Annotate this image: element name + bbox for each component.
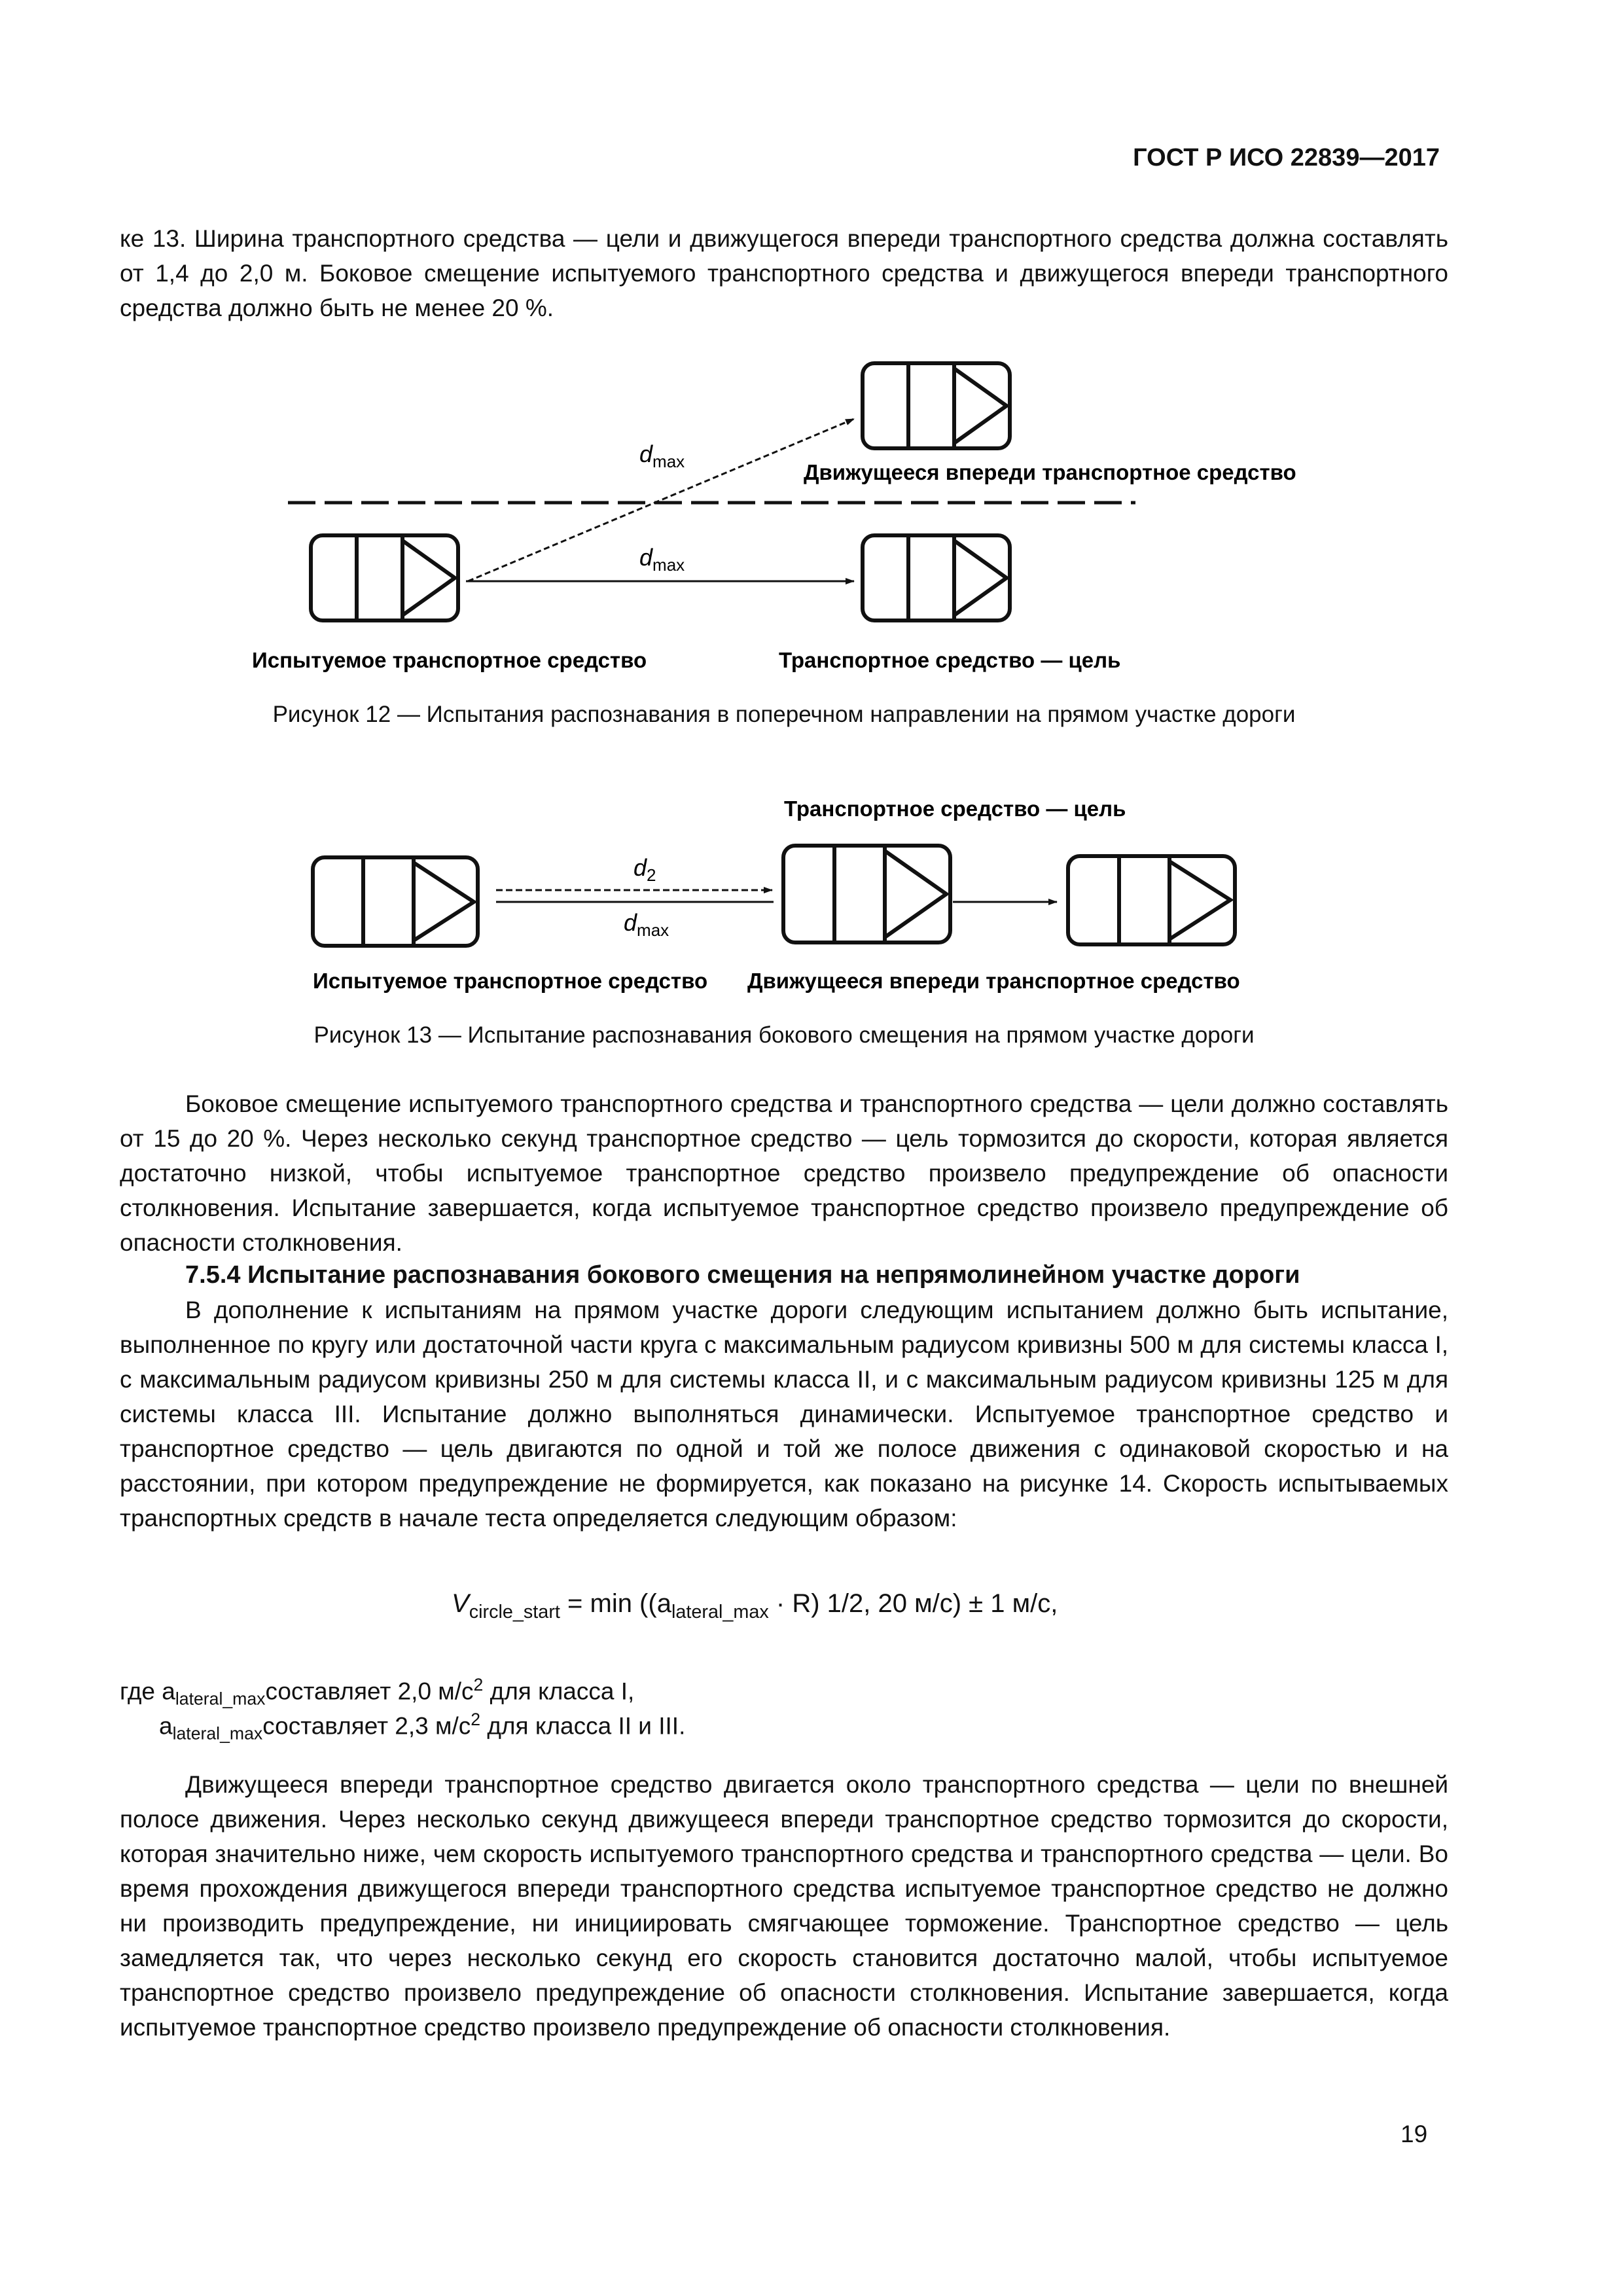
- formula-where-line-2: $a_{lateral\_max}составляет$ 2,3 $м/с^2$ для класса II и III.: [159, 1710, 686, 1744]
- leading-vehicle-label: Движущееся впереди транспортное средство: [804, 460, 1296, 484]
- target-vehicle-label: Транспортное средство — цель: [784, 797, 1126, 821]
- target-vehicle-icon: [863, 535, 1010, 620]
- test-vehicle-label: Испытуемое транспортное средство: [313, 969, 708, 993]
- test-vehicle-label: Испытуемое транспортное средство: [252, 648, 647, 672]
- paragraph-lateral-offset: Боковое смещение испытуемого транспортного средства и транспортного средства — цели должно составлять от 15 до 20 %. Через несколько секунд транспортное средство — цель тормозится до скорости, которая является достаточно низкой, чтобы испытуемое транспортное средство произвело предупреждение об опасности столкновения. Испытание завершается, когда испытуемое транспортное средство произвело предупреждение об опасности столкновения.: [120, 1090, 1448, 1256]
- leading-vehicle-icon: [1068, 856, 1235, 944]
- page-number: 19: [1400, 2121, 1428, 2147]
- test-vehicle-icon: [313, 857, 478, 946]
- d2-label: $d_2$: [633, 854, 656, 885]
- dmax-top-label: $d_{max}$: [639, 440, 685, 471]
- target-vehicle-label: Транспортное средство — цель: [779, 648, 1121, 672]
- intro-paragraph: ке 13. Ширина транспортного средства — цели и движущегося впереди транспортного средства должна составлять от 1,4 до 2,0 м. Боковое смещение испытуемого транспортного средства и движущегося впереди транспортного средства должно быть не менее 20 %.: [120, 225, 1448, 321]
- section-heading-7-5-4: 7.5.4 Испытание распознавания бокового смещения на непрямолинейном участке дороги: [185, 1261, 1300, 1289]
- leading-vehicle-icon: [863, 363, 1010, 448]
- figure-13-diagram: [0, 772, 1623, 1008]
- paragraph-curve-test: В дополнение к испытаниям на прямом участке дороги следующим испытанием должно быть испытание, выполненное по кругу или достаточной части круга с максимальным радиусом кривизны 500 м для системы класса I, с максимальным радиусом кривизны 250 м для системы класса II, и с максимальным радиусом кривизны 125 м для системы класса III. Испытание должно выполняться динамически. Испытуемое транспортное средство и транспортное средство — цель двигаются по одной и той же полосе движения с одинаковой скоростью и на расстоянии, при котором предупреждение не формируется, как показано на рисунке 14. Скорость испытываемых транспортных средств в начале теста определяется следующим образом:: [120, 1297, 1448, 1532]
- figure-12-diagram: [0, 0, 1623, 740]
- target-vehicle-icon: [783, 846, 950, 942]
- figure-13-caption: Рисунок 13 — Испытание распознавания бокового смещения на прямом участке дороги: [313, 1022, 1255, 1048]
- paragraph-leading-vehicle: Движущееся впереди транспортное средство двигается около транспортного средства — цели по внешней полосе движения. Через несколько секунд движущееся впереди транспортное средство тормозится до скорости, которая значительно ниже, чем скорость испытуемого транспортного средства и транспортного средства — цели. Во время прохождения движущегося впереди транспортного средства испытуемое транспортное средство не должно ни производить предупреждение, ни инициировать смягчающее торможение. Транспортное средство — цель замедляется так, что через несколько секунд его скорость становится достаточно малой, чтобы испытуемое транспортное средство произвело предупреждение об опасности столкновения. Испытание завершается, когда испытуемое транспортное средство произвело предупреждение об опасности столкновения.: [120, 1771, 1448, 2041]
- dmax-label: $d_{max}$: [624, 909, 669, 940]
- document-header: ГОСТ Р ИСО 22839—2017: [1133, 144, 1440, 171]
- speed-formula: $V_{circle\_start} = \min ((a_{lateral\_max} \cdot R)$ 1/2, 20 м/с) ± 1 м/с,: [452, 1589, 1058, 1623]
- leading-vehicle-label: Движущееся впереди транспортное средство: [747, 969, 1240, 993]
- figure-12-caption: Рисунок 12 — Испытания распознавания в поперечном направлении на прямом участке дороги: [272, 702, 1296, 727]
- test-vehicle-icon: [311, 535, 458, 620]
- dmax-bottom-label: $d_{max}$: [639, 544, 685, 575]
- formula-where-line-1: где $a_{lateral\_max}составляет$ 2,0 $м/с^2$ для класса I,: [120, 1675, 635, 1709]
